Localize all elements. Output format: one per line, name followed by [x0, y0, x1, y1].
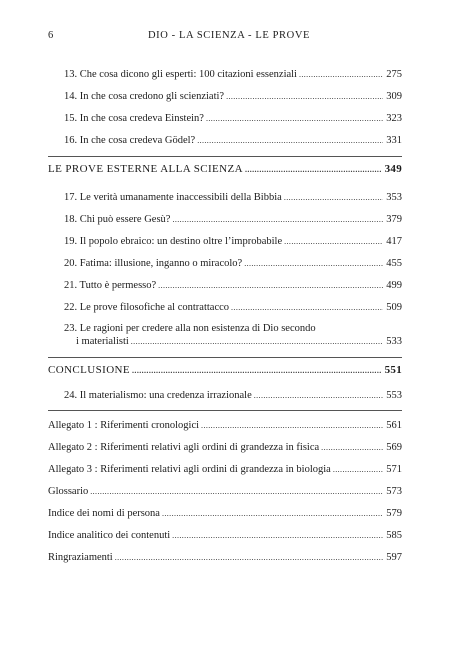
toc-entry-title: 14. In che cosa credono gli scienziati? — [64, 91, 225, 102]
toc-entry-title: 18. Chi può essere Gesù? — [64, 214, 171, 225]
toc-entry — [64, 134, 402, 147]
toc-entry-page: 569 — [386, 442, 402, 453]
page-header — [0, 30, 464, 46]
toc-entry — [48, 441, 402, 454]
toc-section-page: 349 — [384, 163, 402, 175]
dot-leader — [245, 163, 382, 176]
toc-entry — [64, 191, 402, 204]
dot-leader — [321, 441, 383, 454]
toc-entry-title: Ringraziamenti — [48, 552, 113, 563]
toc-entry-page: 585 — [386, 530, 402, 541]
dot-leader — [231, 301, 383, 314]
dot-leader — [172, 529, 383, 542]
toc-entry-page: 309 — [386, 91, 402, 102]
toc-entry-page: 553 — [386, 390, 402, 401]
toc-entry — [64, 279, 402, 292]
toc-entry-title: 22. Le prove filosofiche al contrattacco — [64, 302, 230, 313]
toc-entry-page: 499 — [386, 280, 402, 291]
toc-section — [48, 364, 402, 377]
dot-leader — [299, 68, 383, 81]
toc-entry-page: 417 — [386, 236, 402, 247]
dot-leader — [158, 279, 383, 292]
toc-entry-title: 19. Il popolo ebraico: un destino oltre l’improbabile — [64, 236, 283, 247]
dot-leader — [244, 257, 383, 270]
toc-entry-title: Indice dei nomi di persona — [48, 508, 160, 519]
dot-leader — [90, 485, 383, 498]
running-title: DIO - LA SCIENZA - LE PROVE — [148, 30, 311, 41]
toc-entry-page: 533 — [386, 336, 402, 347]
toc-entry-title: 24. Il materialismo: una credenza irrazionale — [64, 390, 252, 401]
toc-entry-page: 379 — [386, 214, 402, 225]
dot-leader — [333, 463, 383, 476]
dot-leader — [115, 551, 384, 564]
toc-entry-title: 21. Tutto è permesso? — [64, 280, 157, 291]
toc-entry-title: Indice analitico dei contenuti — [48, 530, 171, 541]
toc-entry — [64, 213, 402, 226]
toc-entry — [64, 257, 402, 270]
toc-entry — [64, 389, 402, 402]
section-divider — [48, 357, 402, 358]
toc-entry-page: 323 — [386, 113, 402, 124]
toc-entry-page: 275 — [386, 69, 402, 80]
toc-entry-title: 13. Che cosa dicono gli esperti: 100 citazioni essenziali — [64, 69, 297, 80]
toc-entry-title: 17. Le verità umanamente inaccessibili della Bibbia — [64, 192, 282, 203]
dot-leader — [284, 235, 383, 248]
toc-entry-page: 573 — [386, 486, 402, 497]
dot-leader — [197, 134, 383, 147]
section-divider — [48, 410, 402, 411]
toc-entry-page: 331 — [386, 135, 402, 146]
dot-leader — [132, 364, 382, 377]
toc-entry-title: Allegato 3 : Riferimenti relativi agli ordini di grandezza in biologia — [48, 464, 331, 475]
page-number: 6 — [48, 30, 54, 41]
toc-entry — [48, 529, 402, 542]
toc-entry — [64, 112, 402, 125]
toc-entry-title-line2: i materialisti — [76, 336, 129, 347]
toc-entry — [64, 68, 402, 81]
toc-entry — [48, 419, 402, 432]
toc-entry-title: 15. In che cosa credeva Einstein? — [64, 113, 204, 124]
toc-entry-page: 509 — [386, 302, 402, 313]
toc-entry — [76, 335, 402, 348]
dot-leader — [226, 90, 383, 103]
dot-leader — [131, 335, 383, 348]
dot-leader — [254, 389, 384, 402]
toc-section-title: CONCLUSIONE — [48, 364, 131, 376]
toc-entry-title-line1: 23. Le ragioni per credere alla non esistenza di Dio secondo — [64, 323, 316, 334]
toc-entry-page: 455 — [386, 258, 402, 269]
toc-entry — [48, 463, 402, 476]
dot-leader — [284, 191, 383, 204]
toc-entry-page: 353 — [386, 192, 402, 203]
toc-entry — [64, 90, 402, 103]
toc-entry-title: Glossario — [48, 486, 89, 497]
toc-entry-page: 571 — [386, 464, 402, 475]
toc-entry-page: 579 — [386, 508, 402, 519]
toc-entry — [48, 507, 402, 520]
toc-entry — [64, 301, 402, 314]
dot-leader — [201, 419, 383, 432]
toc-section — [48, 163, 402, 176]
toc-section-title: LE PROVE ESTERNE ALLA SCIENZA — [48, 163, 243, 175]
toc-entry-page: 597 — [386, 552, 402, 563]
dot-leader — [172, 213, 383, 226]
dot-leader — [162, 507, 383, 520]
toc-entry-title: 16. In che cosa credeva Gödel? — [64, 135, 196, 146]
toc-entry-title: Allegato 2 : Riferimenti relativi agli ordini di grandezza in fisica — [48, 442, 320, 453]
toc-entry — [48, 551, 402, 564]
toc-entry-title: Allegato 1 : Riferimenti cronologici — [48, 420, 200, 431]
toc-section-page: 551 — [384, 364, 402, 376]
toc-entry — [64, 235, 402, 248]
toc-entry — [48, 485, 402, 498]
dot-leader — [206, 112, 383, 125]
section-divider — [48, 156, 402, 157]
toc-entry-page: 561 — [386, 420, 402, 431]
toc-entry-title: 20. Fatima: illusione, inganno o miracolo? — [64, 258, 243, 269]
